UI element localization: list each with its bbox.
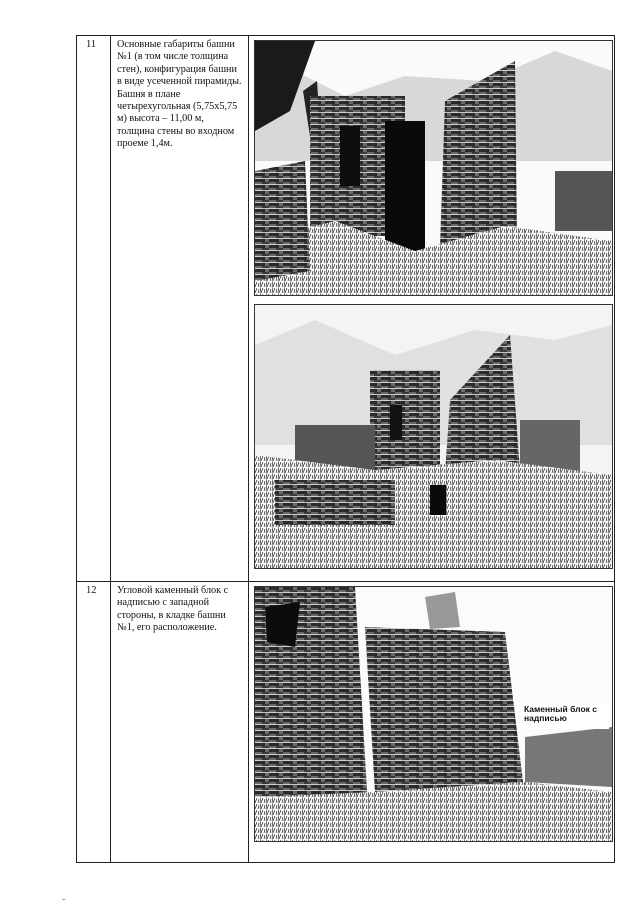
stone-block-photo [254,586,613,842]
photo-caption: Каменный блок с надписью [521,703,609,729]
row-description: Угловой каменный блок с надписью с западной стороны, в кладке башни №1, его расположение. [117,585,229,634]
tower-ruins-photo [255,41,612,295]
table-row-12 [77,582,615,863]
document-table [76,35,615,863]
row-number: 11 [86,39,97,50]
description-cell [111,582,249,863]
photo-cell [249,36,615,582]
row-number-cell [77,36,111,582]
row-number: 12 [86,585,97,596]
photo-cell [249,582,615,863]
table-row-11 [77,36,615,582]
tower-photo-1 [254,40,613,296]
description-cell [111,36,249,582]
row-number-cell [77,582,111,863]
tower-photo-2 [254,304,613,569]
row-description: Основные габариты башни №1 (в том числе толщина стен), конфигурация башни в виде усеченной пирамиды. Башня в плане четырехугольная (5,75х5,75 м) высота – 11,00 м, толщина стены во входном проеме 1,4м. [117,39,242,150]
page-mark: - [62,894,66,905]
tower-distant-photo [255,305,612,568]
